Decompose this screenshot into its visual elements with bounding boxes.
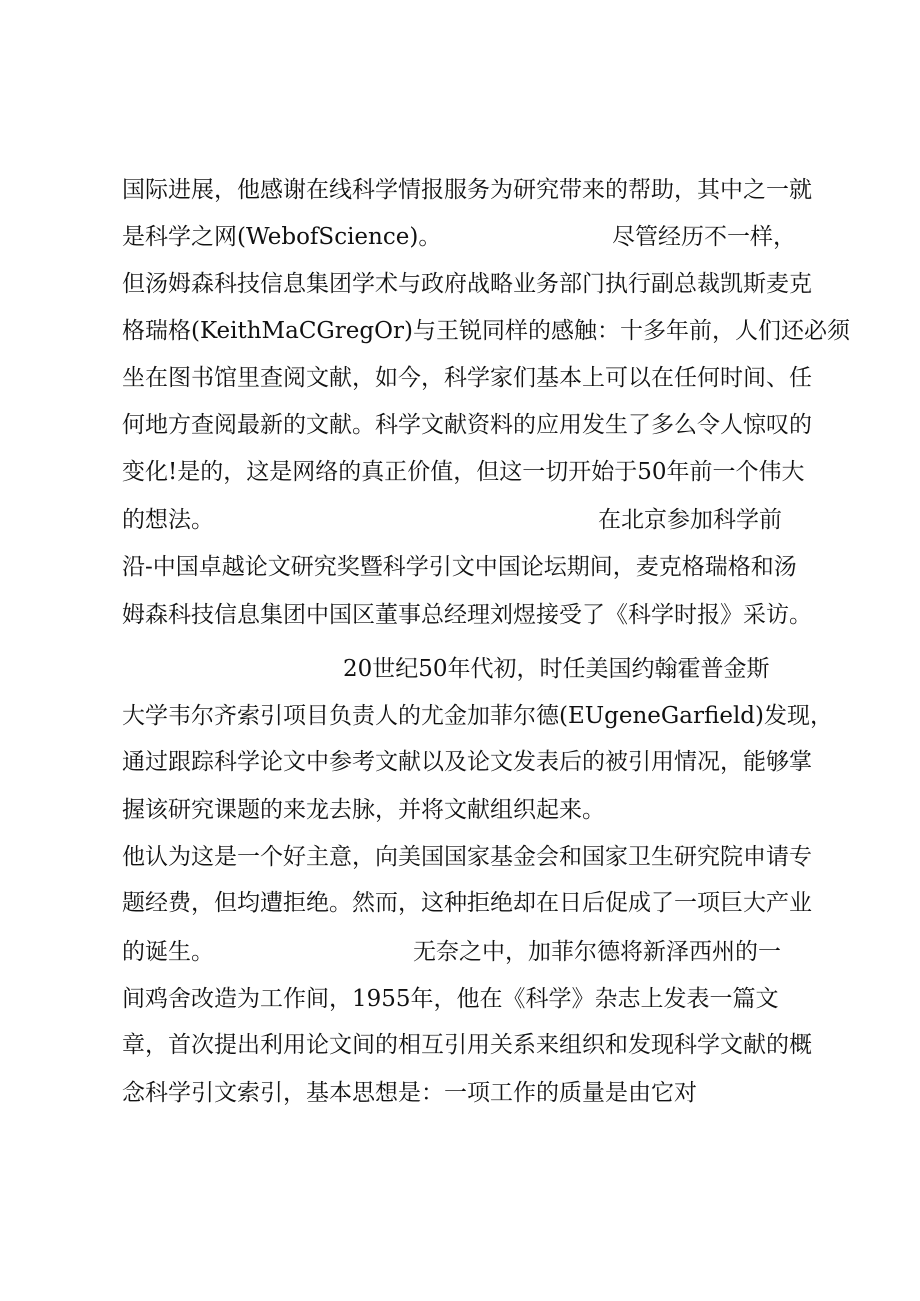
text-line: 变化!是的，这是网络的真正价值，但这一切开始于50年前一个伟大 <box>122 459 805 485</box>
text-line: 间鸡舍改造为工作间，1955年，他在《科学》杂志上发表一篇文 <box>122 986 779 1012</box>
text-line: 姆森科技信息集团中国区董事总经理刘煜接受了《科学时报》采访。 <box>122 602 812 628</box>
text-line: 大学韦尔齐索引项目负责人的尤金加菲尔德(EUgeneGarfield)发现， <box>122 703 833 729</box>
text-line: 握该研究课题的来龙去脉，并将文献组织起来。 <box>122 797 605 823</box>
text-line: 国际进展，他感谢在线科学情报服务为研究带来的帮助，其中之一就 <box>122 177 812 203</box>
text-line: 格瑞格(KeithMaCGregOr)与王锐同样的感触：十多年前，人们还必须 <box>122 318 850 344</box>
text-line: 20世纪50年代初，时任美国约翰霍普金斯 <box>343 656 770 682</box>
text-line: 坐在图书馆里查阅文献，如今，科学家们基本上可以在任何时间、任 <box>122 365 812 391</box>
text-segment: 尽管经历不一样， <box>612 224 796 250</box>
text-line: 何地方查阅最新的文献。科学文献资料的应用发生了多么令人惊叹的 <box>122 412 812 438</box>
text-line: 章，首次提出利用论文间的相互引用关系来组织和发现科学文献的概 <box>122 1032 812 1058</box>
text-line: 通过跟踪科学论文中参考文献以及论文发表后的被引用情况，能够掌 <box>122 749 812 775</box>
text-line: 他认为这是一个好主意，向美国国家基金会和国家卫生研究院申请专 <box>122 844 812 870</box>
text-line: 沿-中国卓越论文研究奖暨科学引文中国论坛期间，麦克格瑞格和汤 <box>122 554 797 580</box>
text-line: 是科学之网(WebofScience)。 <box>122 224 442 250</box>
text-line: 念科学引文索引，基本思想是：一项工作的质量是由它对 <box>122 1080 697 1106</box>
text-segment: 无奈之中，加菲尔德将新泽西州的一 <box>413 939 781 965</box>
text-line: 的想法。 <box>122 507 214 533</box>
text-line: 的诞生。 <box>122 939 214 965</box>
text-line: 但汤姆森科技信息集团学术与政府战略业务部门执行副总裁凯斯麦克 <box>122 271 812 297</box>
text-segment: 在北京参加科学前 <box>598 507 782 533</box>
text-line: 题经费，但均遭拒绝。然而，这种拒绝却在日后促成了一项巨大产业 <box>122 890 812 916</box>
